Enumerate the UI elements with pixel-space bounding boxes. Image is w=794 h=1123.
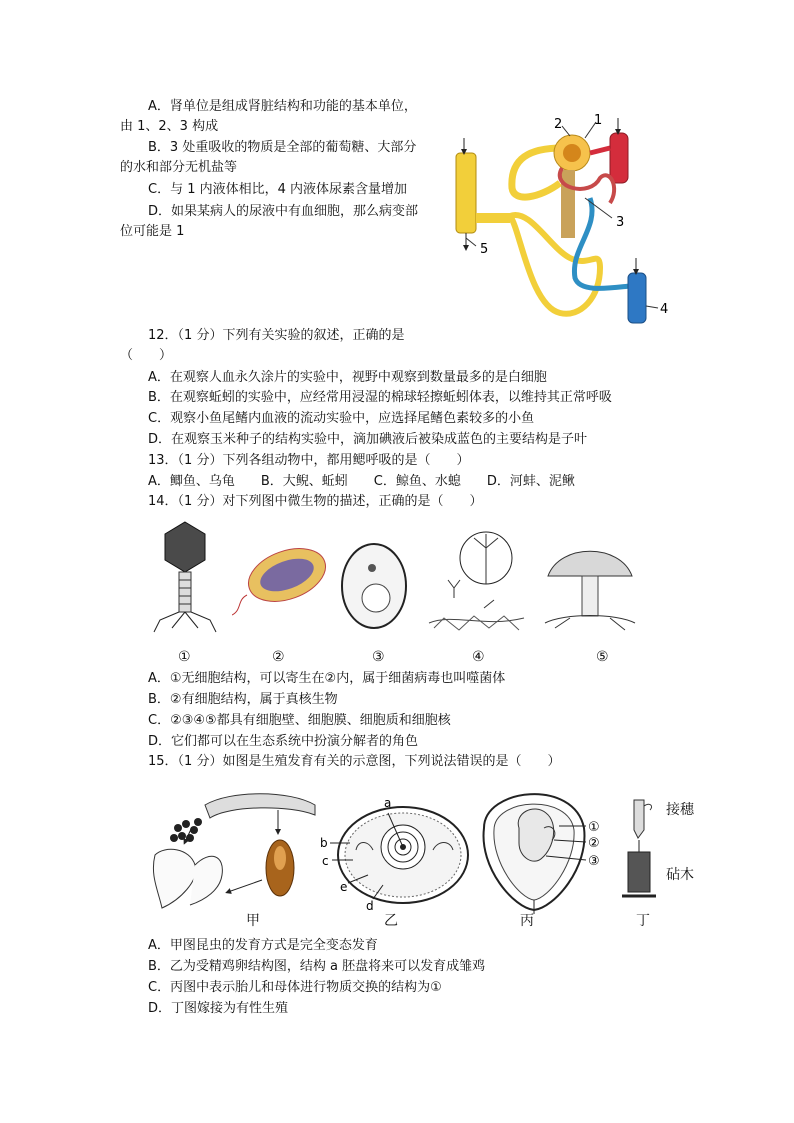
q12-stem: 12．（1 分）下列有关实验的叙述，正确的是 <box>148 328 405 343</box>
q11-option-d-line1: D．如果某病人的尿液中有血细胞，那么病变部 <box>148 204 419 219</box>
nephron-label-5: 5 <box>480 242 489 257</box>
q11-option-a-line2: 由 1、2、3 构成 <box>120 119 219 134</box>
q11-option-d-line2: 位可能是 1 <box>120 224 185 239</box>
womb-figure <box>474 778 614 914</box>
q14-option-b: B．②有细胞结构，属于真核生物 <box>148 692 338 707</box>
graft-scion-label: 接穗 <box>666 802 694 818</box>
nephron-label-2: 2 <box>554 117 563 132</box>
insect-lifecycle-figure <box>150 780 320 912</box>
bacterium-figure <box>232 540 332 620</box>
egg-label-b: b <box>320 836 328 850</box>
q15-option-a: A．甲图昆虫的发育方式是完全变态发育 <box>148 938 378 953</box>
q15-option-b: B．乙为受精鸡卵结构图，结构 a 胚盘将来可以发育成雏鸡 <box>148 959 486 974</box>
q15-stem: 15．（1 分）如图是生殖发育有关的示意图，下列说法错误的是（ ） <box>148 754 561 769</box>
q12-option-c: C．观察小鱼尾鳍内血液的流动实验中，应选择尾鳍色素较多的小鱼 <box>148 411 535 426</box>
q12-answer-paren: （ ） <box>120 348 173 363</box>
mushroom-figure <box>540 538 640 638</box>
q13-stem: 13．（1 分）下列各组动物中，都用鳃呼吸的是（ ） <box>148 453 470 468</box>
egg-label-e: e <box>340 880 348 894</box>
q15-figure-label-ding: 丁 <box>636 913 650 929</box>
q11-option-c: C．与 1 内液体相比，4 内液体尿素含量增加 <box>148 182 408 197</box>
grafting-figure <box>620 796 664 902</box>
q11-option-b-line2: 的水和部分无机盐等 <box>120 160 238 175</box>
womb-label-2: ② <box>588 836 600 851</box>
nephron-figure <box>450 108 680 330</box>
q14-figure-label-2: ② <box>272 649 285 665</box>
womb-label-1: ① <box>588 820 600 835</box>
bacteriophage-figure <box>150 520 220 635</box>
q14-figure-label-5: ⑤ <box>596 649 609 665</box>
egg-label-d: d <box>366 899 374 913</box>
q12-option-d: D．在观察玉米种子的结构实验中，滴加碘液后被染成蓝色的主要结构是子叶 <box>148 432 588 447</box>
q15-option-c: C．丙图中表示胎儿和母体进行物质交换的结构为① <box>148 980 442 995</box>
mold-figure <box>424 528 534 638</box>
yeast-figure <box>338 540 410 632</box>
q15-figure-label-jia: 甲 <box>246 913 260 929</box>
nephron-label-4: 4 <box>660 302 669 317</box>
q14-stem: 14．（1 分）对下列图中微生物的描述，正确的是（ ） <box>148 494 483 509</box>
nephron-label-1: 1 <box>594 113 603 128</box>
q11-option-a-line1: A．肾单位是组成肾脏结构和功能的基本单位， <box>148 99 417 114</box>
q14-figure-label-3: ③ <box>372 649 385 665</box>
nephron-label-3: 3 <box>616 215 625 230</box>
q14-option-d: D．它们都可以在生态系统中扮演分解者的角色 <box>148 734 419 749</box>
q14-option-a: A．①无细胞结构，可以寄生在②内，属于细菌病毒也叫噬菌体 <box>148 671 506 686</box>
chicken-egg-figure <box>318 795 478 913</box>
egg-label-c: c <box>322 854 329 868</box>
womb-label-3: ③ <box>588 854 600 869</box>
q14-figure-label-1: ① <box>178 649 191 665</box>
egg-label-a: a <box>384 796 392 810</box>
q15-figure-label-yi: 乙 <box>384 913 398 929</box>
q15-figure-label-bing: 丙 <box>520 913 534 929</box>
q11-option-b-line1: B．3 处重吸收的物质是全部的葡萄糖、大部分 <box>148 140 417 155</box>
q12-option-a: A．在观察人血永久涂片的实验中，视野中观察到数量最多的是白细胞 <box>148 370 547 385</box>
q14-figure-label-4: ④ <box>472 649 485 665</box>
q13-options: A．鲫鱼、乌龟 B．大鲵、蚯蚓 C．鲸鱼、水螅 D．河蚌、泥鳅 <box>148 474 575 489</box>
q15-option-d: D．丁图嫁接为有性生殖 <box>148 1001 289 1016</box>
graft-stock-label: 砧木 <box>666 867 694 883</box>
q14-option-c: C．②③④⑤都具有细胞壁、细胞膜、细胞质和细胞核 <box>148 713 451 728</box>
q12-option-b: B．在观察蚯蚓的实验中，应经常用浸湿的棉球轻擦蚯蚓体表，以维持其正常呼吸 <box>148 390 612 405</box>
